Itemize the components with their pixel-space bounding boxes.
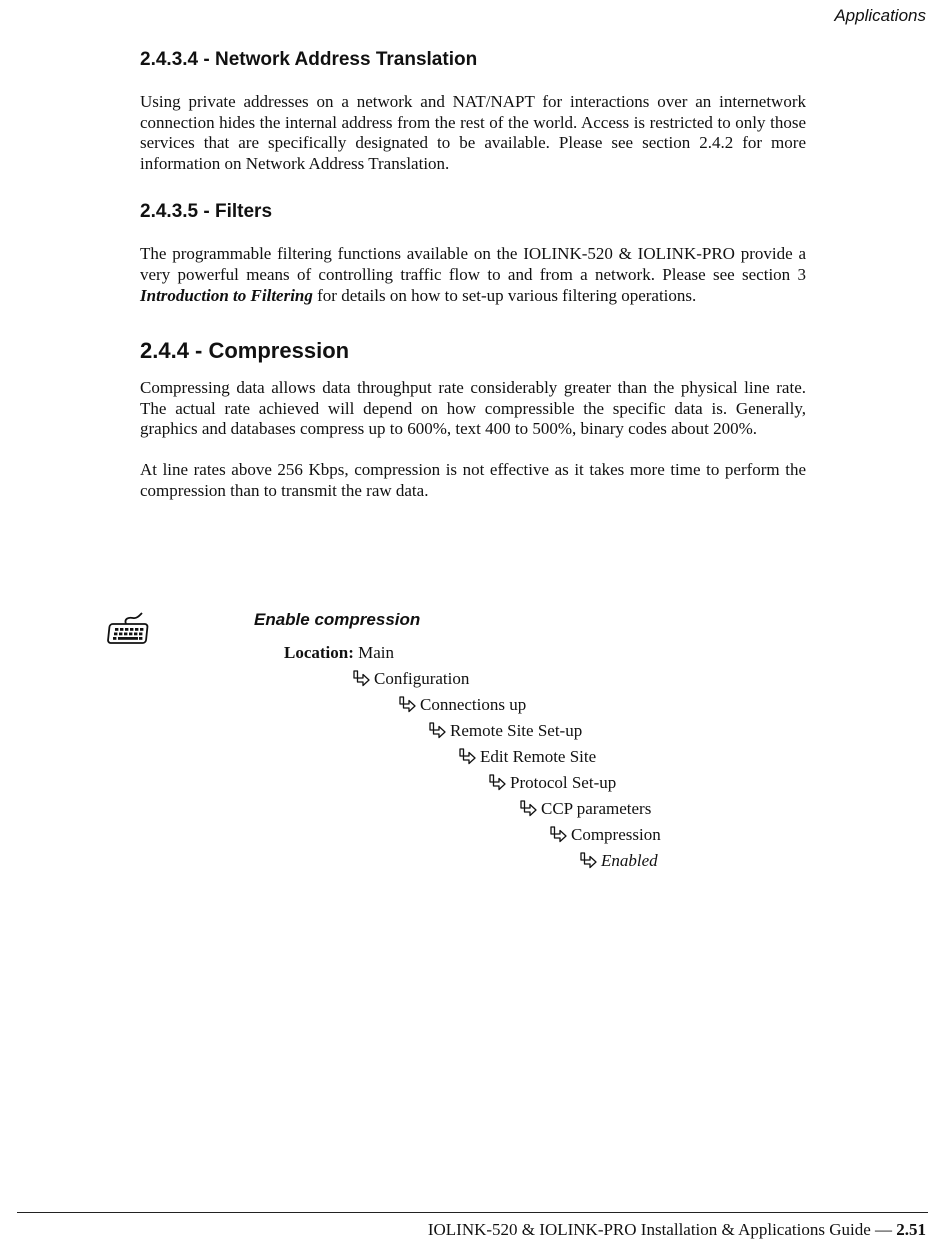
- running-header: Applications: [834, 6, 926, 25]
- filters-text-end: for details on how to set-up various filtering operations.: [312, 285, 697, 305]
- menu-arrow-icon: [428, 722, 446, 740]
- menu-arrow-icon: [519, 800, 537, 818]
- menu-path-step: [519, 799, 651, 819]
- menu-path-label: Remote Site Set-up: [450, 721, 583, 740]
- menu-path-label: Protocol Set-up: [510, 773, 617, 792]
- page-body: [140, 46, 806, 501]
- menu-path-label: Compression: [571, 825, 661, 844]
- compression-heading: 2.4.4 - Compression: [140, 338, 350, 364]
- location-label: Location:: [284, 643, 354, 662]
- menu-arrow-icon: [549, 826, 567, 844]
- filters-section-reference: Introduction to Filtering: [140, 285, 313, 305]
- menu-arrow-icon: [488, 774, 506, 792]
- menu-path-step: [458, 747, 596, 767]
- menu-path-label: CCP parameters: [541, 799, 652, 818]
- filters-text-start: The programmable filtering functions available on the IOLINK-520 & IOLINK-PRO provide a very powerful means of controlling traffic flow to and from a network. Please see section 3: [140, 244, 806, 284]
- compression-paragraph-1: Compressing data allows data throughput rate considerably greater than the physical line rate. The actual rate achieved will depend on how compressible the specific data is. Generally, graphics and databases compress up to 600%, text 400 to 500%, binary codes about 200%.: [140, 378, 806, 439]
- menu-path-step: [549, 825, 661, 845]
- menu-path-final-value: Enabled: [601, 851, 658, 870]
- menu-path-label: Connections up: [420, 695, 527, 714]
- keyboard-icon: [106, 612, 150, 646]
- nat-heading: 2.4.3.4 - Network Address Translation: [140, 49, 478, 70]
- menu-path-label: Configuration: [374, 669, 470, 688]
- page-number: 2.51: [896, 1220, 926, 1239]
- location-root: Main: [353, 643, 395, 662]
- menu-path-step: [579, 851, 658, 871]
- menu-arrow-icon: [398, 696, 416, 714]
- menu-arrow-icon: [579, 852, 597, 870]
- footer-divider: [17, 1212, 928, 1213]
- nat-paragraph: Using private addresses on a network and NAT/NAPT for interactions over an internetwork connection hides the internal address from the rest of the world. Access is restricted to only those services that are specifically designated to be available. Please see section 2.4.2 for more information on Network Address Translation.: [140, 92, 806, 173]
- page-footer: [428, 1220, 926, 1240]
- menu-path-label: Edit Remote Site: [480, 747, 597, 766]
- filters-heading: 2.4.3.5 - Filters: [140, 201, 273, 223]
- footer-guide-title: IOLINK-520 & IOLINK-PRO Installation & Applications Guide —: [427, 1220, 897, 1239]
- menu-path-step: [488, 773, 616, 793]
- compression-paragraph-2: At line rates above 256 Kbps, compression is not effective as it takes more time to perform the compression than to transmit the raw data.: [140, 459, 806, 500]
- menu-arrow-icon: [458, 748, 476, 766]
- menu-path-step: [352, 669, 469, 689]
- menu-arrow-icon: [352, 670, 370, 688]
- filters-paragraph: [140, 244, 806, 306]
- location-line: [284, 643, 394, 663]
- procedure-title: Enable compression: [254, 610, 421, 629]
- menu-path-step: [428, 721, 582, 741]
- menu-path-step: [398, 695, 526, 715]
